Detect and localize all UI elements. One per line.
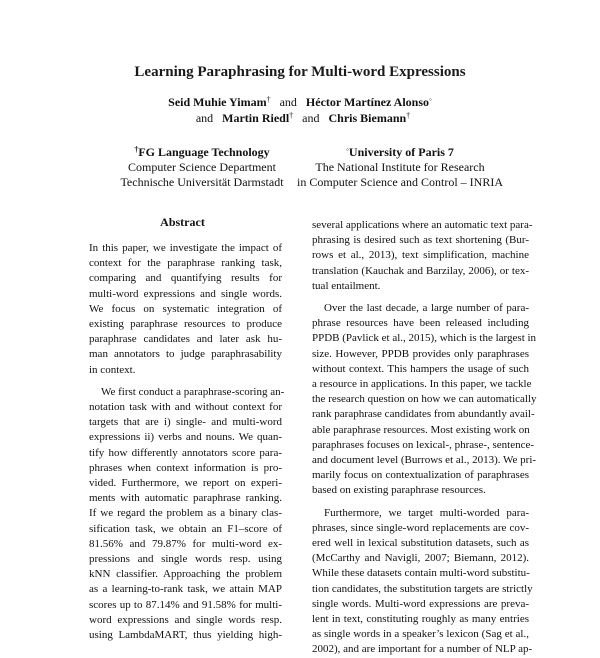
text-line: targets that are i) single- and multi-word [89,416,282,429]
text-line: In this paper, we investigate the impact of [89,242,282,254]
author-conjunction: and [279,95,297,109]
text-line: Over the last decade, a large number of para- [324,302,529,315]
affiliation-name: †FG Language Technology [134,145,270,159]
text-line: sification task, we obtain an F1–score of [89,522,282,535]
affiliation-line: The National Institute for Research [315,160,485,174]
text-line: size. However, PPDB provides only paraphrases [312,347,529,360]
affiliation-line: Computer Science Department [128,160,276,174]
text-line: tify how differently annotators score para- [89,446,282,459]
text-line: context for the paraphrase ranking task, [89,257,282,270]
text-line: and document level (Burrows et al., 2013). We pri- [312,454,537,467]
text-line: marily focus on contextualization of paraphrases [312,469,529,482]
text-line: phrasing is desired such as text shortening (Bur- [312,234,529,247]
author-conjunction: and [302,111,320,125]
text-line: 2002), and are important for a number of NLP ap- [312,643,533,656]
affiliation-mark: † [406,111,411,120]
text-line: paraphrase candidates and later ask hu- [89,333,282,346]
text-line: using LambdaMART, thus yielding high- [89,629,282,642]
text-line: (McCarthy and Navigli, 2007; Biemann, 2012). [312,552,529,565]
body-column-right [312,218,537,658]
text-line: multi-word expressions and single words. [89,287,282,300]
author-name: Chris Biemann [328,111,407,125]
text-line: If we regard the problem as a binary clas- [89,507,282,520]
paper-title: Learning Paraphrasing for Multi-word Expressions [134,64,466,80]
paragraph-gap [312,294,529,301]
text-line: tual entailment. [312,279,381,292]
author-line-1 [0,94,600,110]
affiliation-mark: ◦ [429,95,432,104]
text-line: man annotators to judge paraphrasability [89,348,282,361]
affiliation-line: Technische Universität Darmstadt [120,175,284,189]
author-conjunction: and [195,111,214,125]
text-line: tion candidates, the substitution targets are strictly [312,582,533,595]
text-line: vided. Furthermore, we report on experi- [89,477,282,490]
author-line-2 [0,110,600,126]
text-line: phrase resources have been released including [312,317,529,330]
text-line: scores up to 87.14% and 91.58% for multi- [89,598,282,611]
text-line: single words. Multi-word expressions are preva- [312,597,529,610]
text-line: PPDB (Pavlick et al., 2015), which is the largest in [312,332,537,345]
text-line: rank paraphrase candidates from abundantly avail- [312,408,535,421]
affiliation-mark: † [289,111,294,120]
text-line: phrases, since single-word replacements are cov- [312,521,529,534]
text-line: notation task with and without context for [89,401,282,414]
author-name: Héctor Martínez Alonso [305,95,430,109]
text-line: 81.56% and 79.87% for multi-word ex- [89,537,282,550]
text-line: in context. [89,363,136,376]
affiliation-left [112,145,292,190]
text-line: We focus on systematic integration of [89,302,282,315]
text-line: existing paraphrase resources to produce [89,318,282,331]
text-line: several applications where an automatic text para- [312,219,533,231]
text-line: ments with automatic paraphrase ranking. [89,492,282,505]
text-line: translation (Kauchak and Barzilay, 2006), or tex- [312,264,529,277]
affiliation-name: ◦University of Paris 7 [346,145,454,159]
author-name: Martin Riedl [222,111,290,125]
text-line: expressions ii) verbs and nouns. We quan- [89,431,282,444]
text-line: without context. This hampers the usage of such [312,362,529,375]
text-line: We first conduct a paraphrase-scoring an- [101,385,285,398]
text-line: as a learning-to-rank task, we attain MAP [89,583,282,596]
abstract-heading: Abstract [160,215,205,229]
text-line: ered well in lexical substitution datasets, such as [312,537,529,550]
text-line: phrases when context information is pro- [89,461,282,474]
text-line: paraphrases focuses on lexical-, phrase-, sentence- [312,438,535,451]
text-line: able paraphrase resources. Most existing work on [312,423,530,436]
text-line: the research question on how we can automatically [312,393,537,406]
paragraph-gap [312,499,529,506]
text-line: as single words in a speaker’s lexicon (Sag et al., [312,628,529,641]
text-line: While these datasets contain multi-word substitu- [312,567,530,580]
author-block [0,94,600,126]
affiliation-mark: † [134,145,139,154]
text-line: Furthermore, we target multi-worded para- [324,506,529,519]
text-line: comparing and quantifying results for [89,272,282,285]
affiliation-right [294,145,506,190]
text-line: rows et al., 2013), text simplification, machine [312,249,529,262]
text-line: based on existing paraphrase resources. [312,484,486,497]
affiliation-line: in Computer Science and Control – INRIA [297,175,503,189]
text-line: a resource in applications. In this paper, we tackle [312,378,532,391]
text-line: kNN classifier. Approaching the problem [89,568,282,581]
abstract-column [89,241,285,643]
text-line: lent in text, constituting roughly as many entries [312,613,529,626]
affiliation-mark: ◦ [346,145,349,154]
text-line: pressions and single words resp. using [89,553,282,566]
author-name: Seid Muhie Yimam [168,95,267,109]
paragraph-gap [89,378,282,385]
affiliation-mark: † [266,95,271,104]
text-line: word expressions and single words resp. [89,613,282,626]
